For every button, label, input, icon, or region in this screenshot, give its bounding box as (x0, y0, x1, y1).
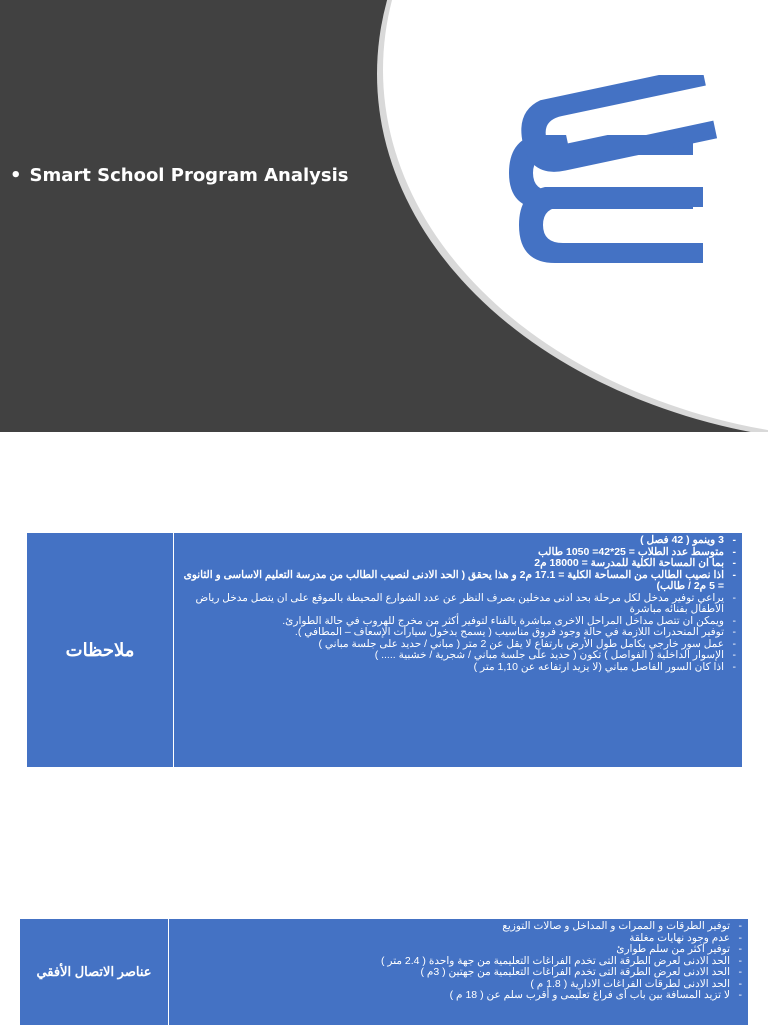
slide-title (10, 165, 349, 186)
horizontal-connection-table (20, 918, 748, 1025)
list-item: - متوسط عدد الطلاب = 25*42= 1050 طالب (180, 547, 736, 559)
list-item: - الحد الادنى لطرقات الفراغات الادارية ( 1.8 م ) (175, 979, 742, 991)
list-item: - الإسوار الداخلية ( الفواصل ) تكون ( حديد على جلسة مباني / شجرية / خشبية ..... ) (180, 650, 736, 662)
horizontal-connection-content (169, 919, 748, 1025)
title-slide (0, 0, 768, 432)
slide-title-text: Smart School Program Analysis (29, 165, 349, 186)
list-item: - يراعي توفير مدخل لكل مرحلة بحد ادنى مدخلين بصرف النظر عن عدد الشوارع المحيطة بالموقع على ان يتصل مدخل رياض الاطفال بفنائه مباشرة (180, 593, 736, 616)
list-item: - الحد الادنى لعرض الطرقة التى تخدم الفراغات التعليمية من جهتين ( 3م ) (175, 967, 742, 979)
list-item: - بما ان المساحة الكلية للمدرسة = 18000 م2 (180, 558, 736, 570)
list-item: - اذا نصيب الطالب من المساحة الكلية = 17.1 م2 و هذا يحقق ( الحد الادنى لنصيب الطالب من مدرسة التعليم الاساسى و الثانوى = 5 م2 / طالب) (180, 570, 736, 593)
list-item: - توفير الطرقات و الممرات و المداخل و صالات التوزيع (175, 921, 742, 933)
list-item: - لا تزيد المسافة بين باب اى فراغ تعليمى و أقرب سلم عن ( 18 م ) (175, 990, 742, 1002)
list-item: - الحد الادنى لعرض الطرقة التى تخدم الفراغات التعليمية من جهة واحدة ( 2.4 متر ) (175, 956, 742, 968)
list-item: - 3 وينمو ( 42 فصل ) (180, 535, 736, 547)
horizontal-connection-label: عناصر الاتصال الأفقي (20, 919, 169, 1025)
books-stack-icon (505, 75, 720, 280)
notes-content (174, 533, 742, 767)
title-bullet: • (10, 165, 22, 186)
list-item: - ويمكن ان تتصل مداخل المراحل الاخرى مباشرة بالفناء لتوفير أكثر من مخرج للهروب في حالة الطوارئ. (180, 616, 736, 628)
list-item: - اذا كان السور الفاصل مباني (لا يزيد ارتفاعه عن 1,10 متر ) (180, 662, 736, 674)
list-item: - عمل سور خارجي بكامل طول الأرض بارتفاع لا يقل عن 2 متر ( مباني / حديد على جلسة مباني ) (180, 639, 736, 651)
list-item: - توفير المنحدرات اللازمة في حالة وجود فروق مناسيب ( يسمح بدخول سيارات الإسعاف – المطافي ). (180, 627, 736, 639)
list-item: - توفير اكثر من سلم طوارئ (175, 944, 742, 956)
list-item: - عدم وجود نهايات مغلقة (175, 933, 742, 945)
notes-table (27, 532, 742, 767)
notes-label: ملاحظات (27, 533, 174, 767)
